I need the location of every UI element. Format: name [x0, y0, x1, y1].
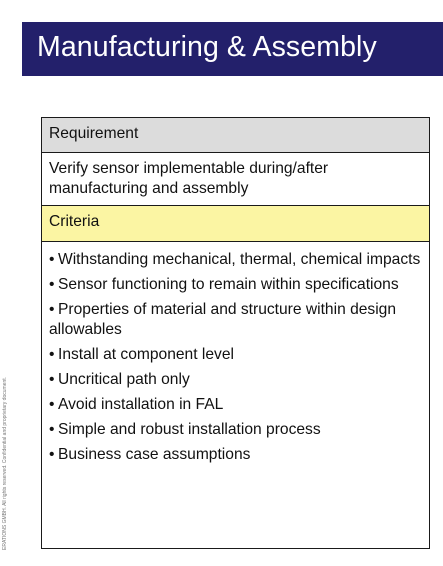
- bullet-icon: •: [49, 446, 55, 463]
- criteria-header-row: [42, 206, 429, 242]
- requirement-header: Requirement: [49, 125, 139, 142]
- list-item: • Withstanding mechanical, thermal, chemical impacts: [49, 251, 421, 268]
- title-bar: [22, 22, 443, 76]
- list-item: • Business case assumptions: [49, 446, 251, 463]
- requirement-header-row: [42, 118, 429, 153]
- bullet-icon: •: [49, 421, 55, 438]
- list-item: • Sensor functioning to remain within specifications: [49, 276, 399, 293]
- list-item: • Properties of material and structure within design allowables: [49, 301, 397, 338]
- criteria-body-row: [42, 242, 429, 548]
- confidentiality-note: [2, 370, 10, 550]
- requirements-table: [41, 117, 430, 549]
- slide-title: Manufacturing & Assembly: [37, 31, 377, 63]
- confidentiality-note-text: ERATIONS GMBH. All rights reserved. Confidential and proprietary document.: [2, 376, 8, 550]
- bullet-icon: •: [49, 276, 55, 293]
- bullet-icon: •: [49, 396, 55, 413]
- bullet-icon: •: [49, 301, 55, 318]
- criteria-list: [49, 250, 423, 470]
- requirement-body-row: [42, 153, 429, 206]
- list-item: • Install at component level: [49, 346, 234, 363]
- list-item: • Avoid installation in FAL: [49, 396, 224, 413]
- list-item: • Uncritical path only: [49, 371, 190, 388]
- bullet-icon: •: [49, 346, 55, 363]
- criteria-header: Criteria: [49, 213, 100, 230]
- bullet-icon: •: [49, 251, 55, 268]
- list-item: • Simple and robust installation process: [49, 421, 321, 438]
- requirement-text: Verify sensor implementable during/after manufacturing and assembly: [49, 160, 329, 197]
- bullet-icon: •: [49, 371, 55, 388]
